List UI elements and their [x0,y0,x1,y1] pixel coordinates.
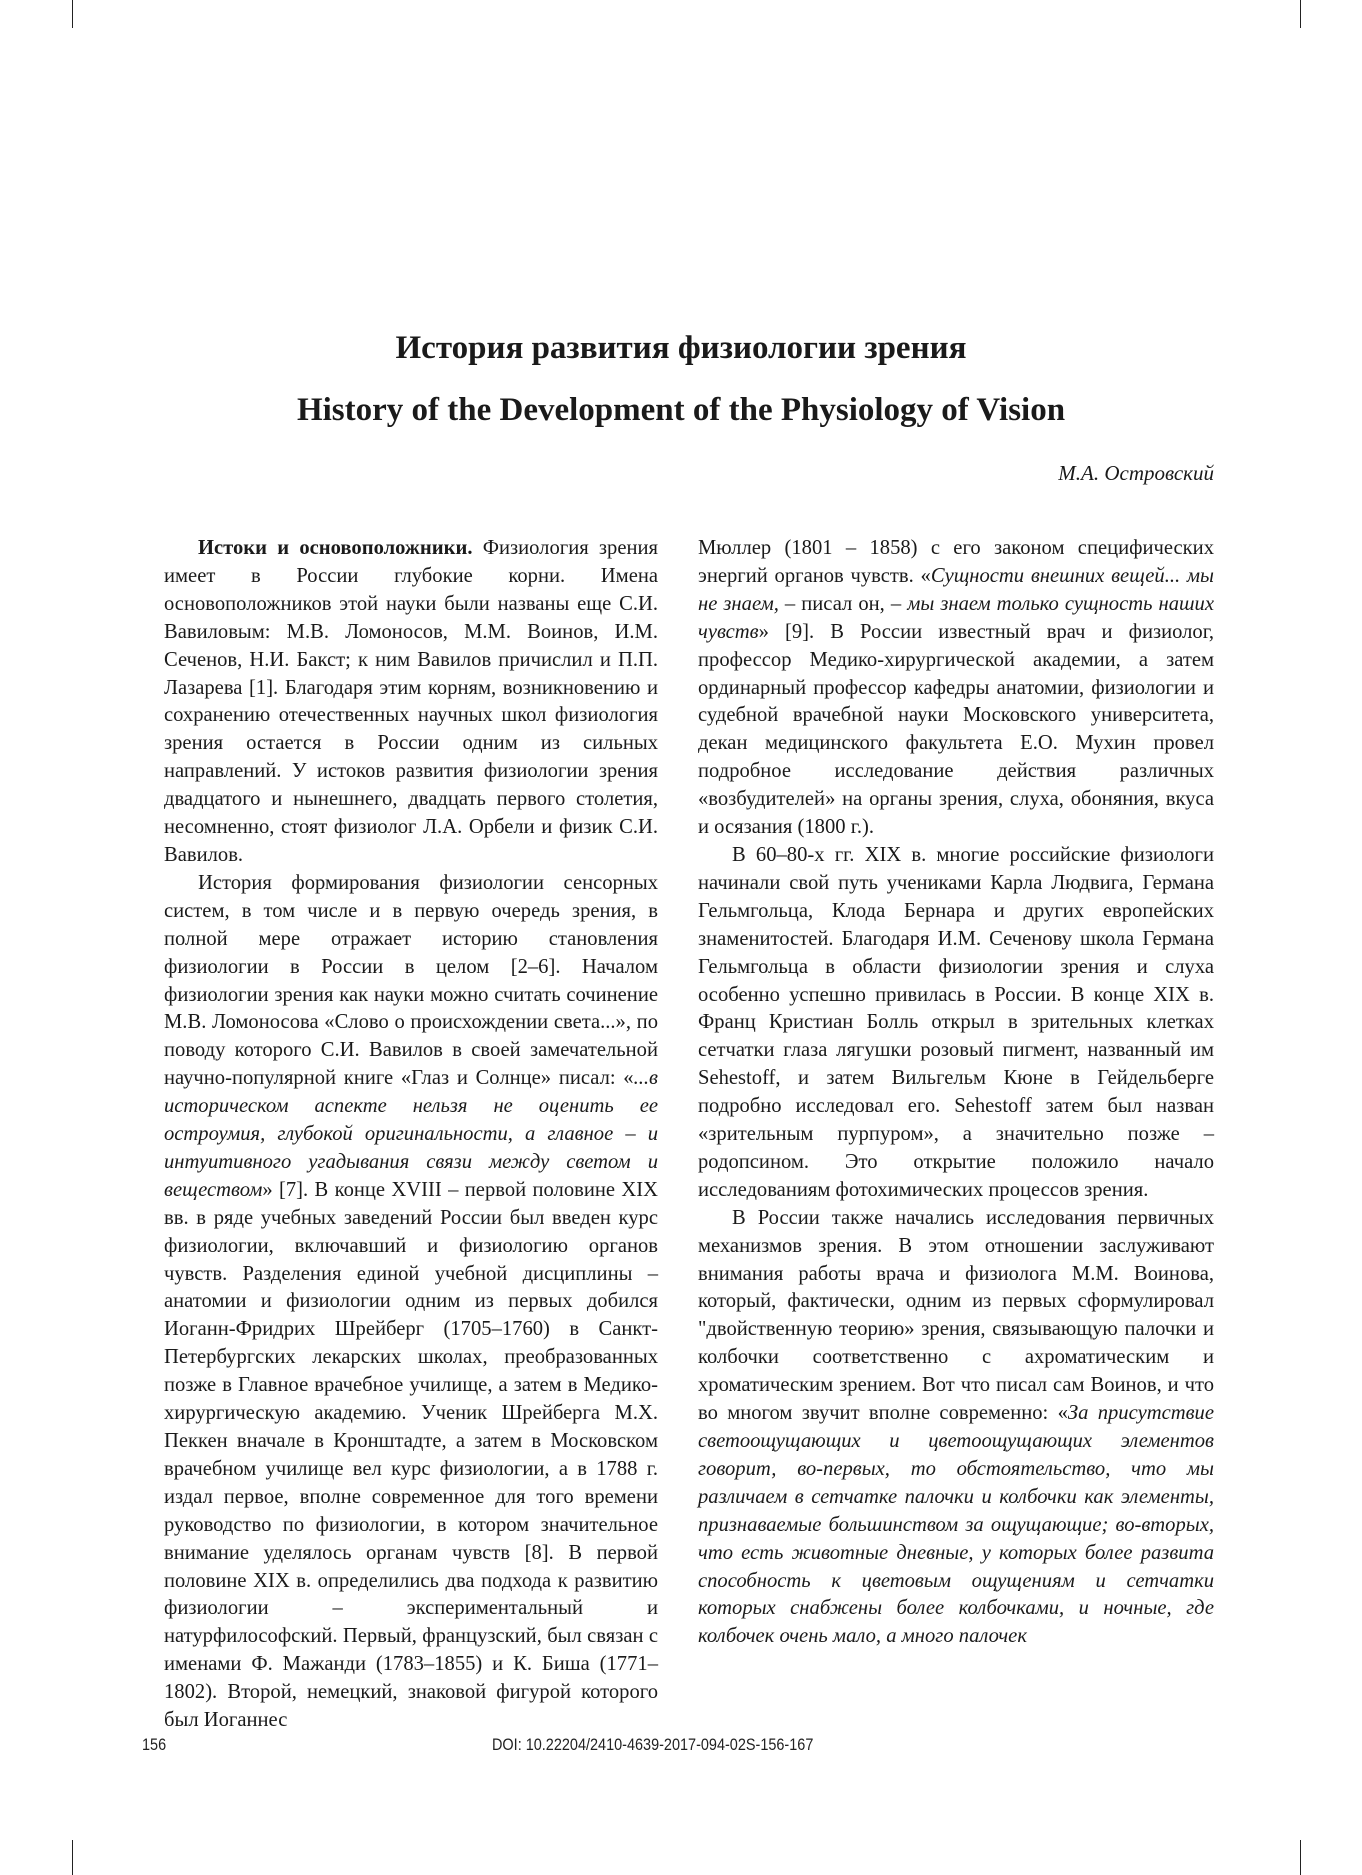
right-column [698,535,1214,1651]
quote-text: За присутствие светоощущающих и цветоощущающих элементов говорит, во-первых, то обстоятельство, что мы различаем в сетчатке палочки и колбочки как элементы, признаваемые большинством за ощущающие; во-вторых, что есть животные дневные, у которых более развита способность к цветовым ощущениям и сетчатки которых снабжены более колбочками, и ночные, где колбочек очень мало, а много палочек [698,1402,1214,1648]
body-text: Физиология зрения имеет в России глубокие корни. Имена основоположников этой науки были названы еще С.И. Вавиловым: М.В. Ломоносов, М.М. Воинов, И.М. Сеченов, Н.И. Бакст; к ним Вавилов причислил и П.П. Лазарева [1]. Благодаря этим корням, возникновению и сохранению отечественных научных школ физиология зрения остается в России одним из сильных направлений. У истоков развития физиологии зрения двадцатого и нынешнего, двадцать первого столетия, несомненно, стоят физиолог Л.А. Орбели и физик С.И. Вавилов. [164,537,658,866]
body-text: – писал он, – [778,592,908,615]
paragraph [698,842,1214,1205]
title-english: History of the Development of the Physiology of Vision [296,392,1066,428]
body-text: Мюллер (1801 – 1858) с его законом специфических энергий органов чувств. « [698,537,1214,587]
paragraph [164,535,658,870]
section-heading: Истоки и основоположники. [198,537,473,559]
crop-mark [72,1840,73,1875]
paragraph [164,870,658,1735]
doi: DOI: 10.22204/2410-4639-2017-094-02S-156-167 [492,1735,814,1754]
body-text: » [9]. В России известный врач и физиолог, профессор Медико-хирургической академии, а затем ординарный профессор кафедры анатомии, физиологии и судебной врачебной науки Московского университета, декан медицинского факультета Е.О. Мухин провел подробное исследование действия различных «возбудителей» на органы зрения, слуха, обоняния, вкуса и осязания (1800 г.). [698,620,1214,839]
title-russian: История развития физиологии зрения [395,330,967,366]
body-text: В России также начались исследования первичных механизмов зрения. В этом отношении заслуживают внимания работы врача и физиолога М.М. Воинова, который, фактически, одним из первых сформулировал "двойственную теорию» зрения, связывающую палочки и колбочки соответственно с ахроматическим и хроматическим зрением. Вот что писал сам Воинов, и что во многом звучит вполне современно: « [698,1206,1214,1425]
quote-text: Сущности внешних вещей... мы не знаем, [698,564,1214,615]
page-number: 156 [142,1735,167,1754]
body-text: История формирования физиологии сенсорных систем, в том числе и в первую очередь зрения, в полной мере отражает историю становления физиологии в России в целом [2–6]. Началом физиологии зрения как науки можно считать сочинение М.В. Ломоносова «Слово о происхождении света...», по поводу которого С.И. Вавилов в своей замечательной научно-популярной книге «Глаз и Солнце» писал: « [164,871,658,1090]
body-text: В 60–80-х гг. XIX в. многие российские физиологи начинали свой путь учениками Карла Людвига, Германа Гельмгольца, Клода Бернара и других европейских знаменитостей. Благодаря И.М. Сеченову школа Германа Гельмгольца в области физиологии зрения и слуха особенно успешно привилась в России. В конце XIX в. Франц Кристиан Болль открыл в зрительных клетках сетчатки глаза лягушки розовый пигмент, названный им Sehestoff, и затем Вильгельм Кюне в Гейдельберге подробно исследовал его. Sehestoff затем был назван «зрительным пурпуром», а значительно позже – родопсином. Это открытие положило начало исследованиям фотохимических процессов зрения. [698,843,1214,1201]
crop-mark [72,0,73,28]
quote-text: ...в историческом аспекте нельзя не оценить ее остроумия, глубокой оригинальности, а главное – и интуитивного угадывания связи между светом и веществом [164,1067,658,1201]
paragraph [698,1205,1214,1652]
quote-text: мы знаем только сущность наших чувств [698,592,1214,643]
body-text: » [7]. В конце XVIII – первой половине XIX вв. в ряде учебных заведений России был введен курс физиологии, включавший и физиологию органов чувств. Разделения единой учебной дисциплины – анатомии и физиологии одним из первых добился Иоганн-Фридрих Шрейберг (1705–1760) в Санкт-Петербургских лекарских школах, преобразованных позже в Главное врачебное училище, а затем в Медико-хирургическую академию. Ученик Шрейберга М.Х. Пеккен вначале в Кронштадте, а затем в Московском врачебном училище вел курс физиологии, а в 1788 г. издал первое, вполне современное для того времени руководство по физиологии, в котором значительное внимание уделялось органам чувств [8]. В первой половине XIX в. определились два подхода к развитию физиологии – экспериментальный и натурфилософский. Первый, французский, был связан с именами Ф. Мажанди (1783–1855) и К. Биша (1771–1802). Второй, немецкий, знаковой фигурой которого был Иоганнес [164,1178,658,1732]
crop-mark [1300,1840,1301,1875]
crop-mark [1300,0,1301,28]
paragraph [698,535,1214,842]
left-column [164,535,658,1735]
author: М.А. Островский [1058,461,1214,485]
